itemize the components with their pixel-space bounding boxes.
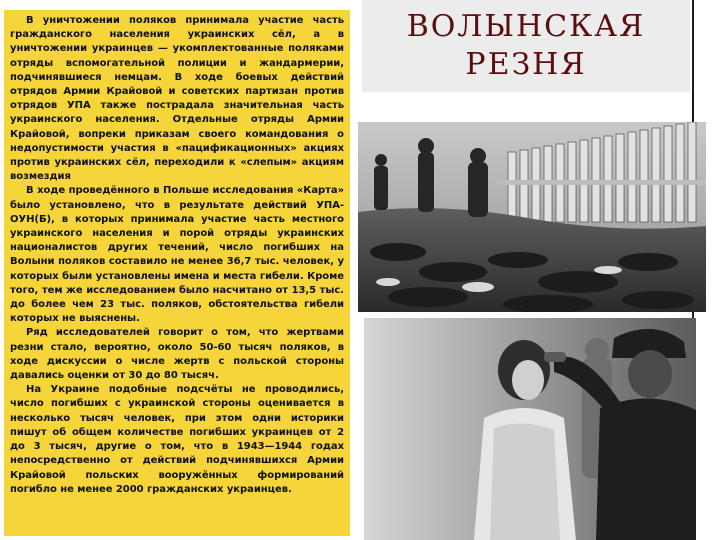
photo-illustration-bottom <box>364 318 696 540</box>
historical-photo-execution <box>364 318 696 540</box>
paragraph-2: В ходе проведённого в Польше исследования «Карта» было установлено, что в результате действий УПА-ОУН(Б), в которых принимала участие часть местного украинского населения и порой отряды украинских националистов других течений, число погибших на Волыни поляков составило не менее 36,7 тыс. человек, у которых были установлены имена и места гибели. Кроме того, тем же исследованием было насчитано от 13,5 тыс. до более чем 23 тыс. поляков, обстоятельства гибели которых не выяснены. <box>10 185 344 325</box>
photo-illustration-top <box>358 122 706 312</box>
title-line-1: ВОЛЫНСКАЯ <box>406 9 646 44</box>
paragraph-4: На Украине подобные подсчёты не проводились, число погибших с украинской стороны оценивается в несколько тысяч человек, при этом одни историки пишут об общем количестве погибших украинцев от 2 до 3 тысяч, другие о том, что в 1943—1944 годах непосредственно от действий подчинявшихся Армии Крайовой польских вооружённых формирований погибло не менее 2000 гражданских украинцев. <box>10 384 344 495</box>
paragraph-1: В уничтожении поляков принимала участие часть гражданского населения украинских сёл, а в уничтожении украинцев — укомплектованные поляками отряды вспомогательной полиции и жандармерии, подчинявшиеся немцам. В ходе боевых действий отрядов Армии Крайовой и советских партизан против отрядов УПА также пострадала значительная часть украинского населения. Отдельные отряды Армии Крайовой, вопреки приказам своего командования о недопустимости участия в «пацификационных» акциях против украинских сёл, переходили к «слепым» акциям возмездия <box>10 15 344 183</box>
title-line-2: РЕЗНЯ <box>465 47 587 82</box>
text-box <box>4 10 350 536</box>
paragraph-3: Ряд исследователей говорит о том, что жертвами резни стало, вероятно, около 50-60 тысяч поляков, в ходе дискуссии о числе жертв с польской стороны давались оценки от 30 до 80 тысяч. <box>10 327 344 382</box>
text-panel <box>0 0 352 540</box>
historical-photo-victims <box>358 122 706 312</box>
slide-title <box>362 8 690 84</box>
